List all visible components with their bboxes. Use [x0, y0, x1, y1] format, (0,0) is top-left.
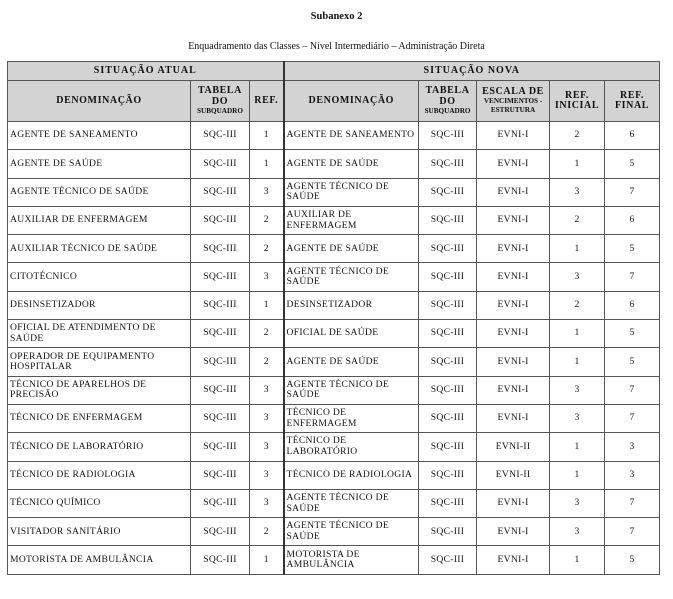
- cell-denominacao-atual: AGENTE TÉCNICO DE SAÚDE: [8, 178, 191, 206]
- cell-escala: EVNI-I: [477, 489, 550, 517]
- cell-ref-atual: 2: [250, 320, 284, 348]
- cell-tabela-nova: SQC-III: [419, 235, 477, 263]
- cell-ref-final: 5: [605, 348, 660, 376]
- cell-tabela-nova: SQC-III: [419, 518, 477, 546]
- cell-ref-inicial: 1: [550, 348, 605, 376]
- cell-denominacao-nova: AGENTE DE SAÚDE: [284, 348, 419, 376]
- cell-ref-inicial: 1: [550, 433, 605, 461]
- cell-ref-inicial: 1: [550, 320, 605, 348]
- cell-ref-final: 5: [605, 320, 660, 348]
- cell-ref-final: 5: [605, 150, 660, 178]
- cell-ref-inicial: 2: [550, 206, 605, 234]
- cell-escala: EVNI-I: [477, 376, 550, 404]
- cell-tabela-atual: SQC-III: [191, 320, 250, 348]
- cell-tabela-atual: SQC-III: [191, 150, 250, 178]
- cell-tabela-nova: SQC-III: [419, 348, 477, 376]
- cell-tabela-atual: SQC-III: [191, 546, 250, 574]
- table-row: [8, 291, 660, 319]
- table-row: [8, 320, 660, 348]
- cell-denominacao-nova: TÉCNICO DE RADIOLOGIA: [284, 461, 419, 489]
- group-situacao-nova: SITUAÇÃO NOVA: [284, 62, 660, 81]
- header-denominacao-atual: DENOMINAÇÃO: [8, 81, 191, 122]
- cell-tabela-nova: SQC-III: [419, 433, 477, 461]
- cell-denominacao-nova: OFICIAL DE SAÚDE: [284, 320, 419, 348]
- cell-tabela-atual: SQC-III: [191, 489, 250, 517]
- cell-escala: EVNI-I: [477, 320, 550, 348]
- cell-tabela-nova: SQC-III: [419, 461, 477, 489]
- cell-ref-final: 7: [605, 489, 660, 517]
- cell-ref-inicial: 3: [550, 518, 605, 546]
- cell-ref-final: 6: [605, 122, 660, 150]
- cell-denominacao-atual: TÉCNICO DE ENFERMAGEM: [8, 404, 191, 432]
- cell-ref-final: 3: [605, 433, 660, 461]
- cell-ref-inicial: 3: [550, 263, 605, 291]
- cell-denominacao-atual: TÉCNICO QUÍMICO: [8, 489, 191, 517]
- cell-denominacao-nova: AGENTE DE SAÚDE: [284, 235, 419, 263]
- cell-escala: EVNI-II: [477, 461, 550, 489]
- table-row: [8, 518, 660, 546]
- cell-denominacao-nova: TÉCNICO DE ENFERMAGEM: [284, 404, 419, 432]
- cell-escala: EVNI-I: [477, 150, 550, 178]
- table-row: [8, 178, 660, 206]
- cell-ref-atual: 2: [250, 206, 284, 234]
- cell-escala: EVNI-I: [477, 178, 550, 206]
- header-ref-final: REF. FINAL: [605, 81, 660, 122]
- group-situacao-atual: SITUAÇÃO ATUAL: [8, 62, 284, 81]
- table-row: [8, 206, 660, 234]
- cell-ref-atual: 3: [250, 489, 284, 517]
- table-row: [8, 348, 660, 376]
- header-tabela-atual: TABELA DO SUBQUADRO: [191, 81, 250, 122]
- cell-ref-inicial: 1: [550, 546, 605, 574]
- cell-denominacao-nova: AGENTE DE SAÚDE: [284, 150, 419, 178]
- cell-tabela-atual: SQC-III: [191, 291, 250, 319]
- table-row: [8, 489, 660, 517]
- cell-denominacao-nova: AGENTE DE SANEAMENTO: [284, 122, 419, 150]
- table-row: [8, 150, 660, 178]
- table-row: [8, 376, 660, 404]
- header-ref-atual: REF.: [250, 81, 284, 122]
- cell-denominacao-atual: TÉCNICO DE APARELHOS DE PRECISÃO: [8, 376, 191, 404]
- cell-denominacao-atual: AGENTE DE SAÚDE: [8, 150, 191, 178]
- cell-ref-inicial: 1: [550, 235, 605, 263]
- header-ref-inicial: REF. INICIAL: [550, 81, 605, 122]
- cell-tabela-atual: SQC-III: [191, 433, 250, 461]
- cell-tabela-atual: SQC-III: [191, 376, 250, 404]
- cell-escala: EVNI-I: [477, 122, 550, 150]
- cell-tabela-nova: SQC-III: [419, 206, 477, 234]
- header-escala: ESCALA DE VENCIMENTOS - ESTRUTURA: [477, 81, 550, 122]
- table-row: [8, 546, 660, 574]
- cell-escala: EVNI-I: [477, 263, 550, 291]
- cell-ref-inicial: 3: [550, 489, 605, 517]
- cell-tabela-nova: SQC-III: [419, 546, 477, 574]
- cell-tabela-nova: SQC-III: [419, 320, 477, 348]
- table-row: [8, 433, 660, 461]
- cell-denominacao-atual: AUXILIAR DE ENFERMAGEM: [8, 206, 191, 234]
- cell-ref-inicial: 2: [550, 122, 605, 150]
- cell-tabela-atual: SQC-III: [191, 122, 250, 150]
- cell-tabela-nova: SQC-III: [419, 291, 477, 319]
- cell-ref-final: 5: [605, 546, 660, 574]
- cell-ref-atual: 1: [250, 291, 284, 319]
- document-subtitle: Enquadramento das Classes – Nível Intermediário – Administração Direta: [188, 41, 485, 52]
- cell-denominacao-atual: AGENTE DE SANEAMENTO: [8, 122, 191, 150]
- cell-tabela-nova: SQC-III: [419, 122, 477, 150]
- cell-ref-atual: 3: [250, 178, 284, 206]
- cell-denominacao-atual: VISITADOR SANITÁRIO: [8, 518, 191, 546]
- cell-denominacao-nova: AGENTE TÉCNICO DE SAÚDE: [284, 178, 419, 206]
- table-row: [8, 461, 660, 489]
- cell-ref-final: 6: [605, 291, 660, 319]
- cell-tabela-atual: SQC-III: [191, 178, 250, 206]
- cell-ref-inicial: 2: [550, 291, 605, 319]
- cell-ref-atual: 3: [250, 461, 284, 489]
- cell-ref-inicial: 3: [550, 178, 605, 206]
- cell-escala: EVNI-I: [477, 291, 550, 319]
- cell-ref-atual: 1: [250, 546, 284, 574]
- cell-ref-final: 7: [605, 263, 660, 291]
- cell-tabela-atual: SQC-III: [191, 404, 250, 432]
- cell-ref-final: 7: [605, 518, 660, 546]
- cell-escala: EVNI-I: [477, 404, 550, 432]
- cell-tabela-nova: SQC-III: [419, 178, 477, 206]
- cell-denominacao-nova: DESINSETIZADOR: [284, 291, 419, 319]
- cell-ref-final: 7: [605, 404, 660, 432]
- classes-table: [7, 61, 660, 575]
- cell-ref-atual: 3: [250, 433, 284, 461]
- cell-ref-final: 7: [605, 376, 660, 404]
- cell-ref-atual: 2: [250, 348, 284, 376]
- cell-tabela-nova: SQC-III: [419, 489, 477, 517]
- cell-tabela-atual: SQC-III: [191, 348, 250, 376]
- cell-denominacao-nova: AUXILIAR DE ENFERMAGEM: [284, 206, 419, 234]
- cell-tabela-atual: SQC-III: [191, 518, 250, 546]
- cell-denominacao-nova: TÉCNICO DE LABORATÓRIO: [284, 433, 419, 461]
- table-row: [8, 263, 660, 291]
- header-tabela-nova: TABELA DO SUBQUADRO: [419, 81, 477, 122]
- cell-ref-atual: 1: [250, 150, 284, 178]
- cell-denominacao-atual: DESINSETIZADOR: [8, 291, 191, 319]
- cell-ref-final: 3: [605, 461, 660, 489]
- header-denominacao-nova: DENOMINAÇÃO: [284, 81, 419, 122]
- cell-denominacao-atual: TÉCNICO DE LABORATÓRIO: [8, 433, 191, 461]
- cell-tabela-nova: SQC-III: [419, 150, 477, 178]
- table-row: [8, 404, 660, 432]
- cell-escala: EVNI-I: [477, 348, 550, 376]
- cell-denominacao-nova: AGENTE TÉCNICO DE SAÚDE: [284, 376, 419, 404]
- cell-denominacao-nova: AGENTE TÉCNICO DE SAÚDE: [284, 518, 419, 546]
- cell-tabela-atual: SQC-III: [191, 235, 250, 263]
- cell-denominacao-atual: AUXILIAR TÉCNICO DE SAÚDE: [8, 235, 191, 263]
- cell-ref-inicial: 3: [550, 404, 605, 432]
- table-row: [8, 122, 660, 150]
- cell-ref-final: 7: [605, 178, 660, 206]
- cell-denominacao-atual: OPERADOR DE EQUIPAMENTO HOSPITALAR: [8, 348, 191, 376]
- cell-ref-atual: 3: [250, 263, 284, 291]
- cell-ref-atual: 2: [250, 518, 284, 546]
- cell-escala: EVNI-II: [477, 433, 550, 461]
- cell-ref-final: 6: [605, 206, 660, 234]
- cell-ref-final: 5: [605, 235, 660, 263]
- cell-tabela-nova: SQC-III: [419, 404, 477, 432]
- cell-denominacao-atual: TÉCNICO DE RADIOLOGIA: [8, 461, 191, 489]
- cell-denominacao-atual: CITOTÉCNICO: [8, 263, 191, 291]
- document-title: Subanexo 2: [310, 11, 363, 22]
- cell-ref-inicial: 1: [550, 461, 605, 489]
- cell-tabela-nova: SQC-III: [419, 376, 477, 404]
- cell-denominacao-nova: AGENTE TÉCNICO DE SAÚDE: [284, 263, 419, 291]
- cell-escala: EVNI-I: [477, 235, 550, 263]
- cell-ref-atual: 1: [250, 122, 284, 150]
- cell-ref-atual: 3: [250, 376, 284, 404]
- cell-tabela-atual: SQC-III: [191, 206, 250, 234]
- cell-denominacao-atual: OFICIAL DE ATENDIMENTO DE SAÚDE: [8, 320, 191, 348]
- cell-denominacao-nova: MOTORISTA DE AMBULÂNCIA: [284, 546, 419, 574]
- cell-denominacao-atual: MOTORISTA DE AMBULÂNCIA: [8, 546, 191, 574]
- cell-escala: EVNI-I: [477, 206, 550, 234]
- cell-denominacao-nova: AGENTE TÉCNICO DE SAÚDE: [284, 489, 419, 517]
- cell-ref-inicial: 1: [550, 150, 605, 178]
- cell-tabela-atual: SQC-III: [191, 263, 250, 291]
- cell-tabela-nova: SQC-III: [419, 263, 477, 291]
- cell-escala: EVNI-I: [477, 518, 550, 546]
- cell-ref-atual: 3: [250, 404, 284, 432]
- cell-escala: EVNI-I: [477, 546, 550, 574]
- cell-ref-atual: 2: [250, 235, 284, 263]
- cell-tabela-atual: SQC-III: [191, 461, 250, 489]
- table-row: [8, 235, 660, 263]
- cell-ref-inicial: 3: [550, 376, 605, 404]
